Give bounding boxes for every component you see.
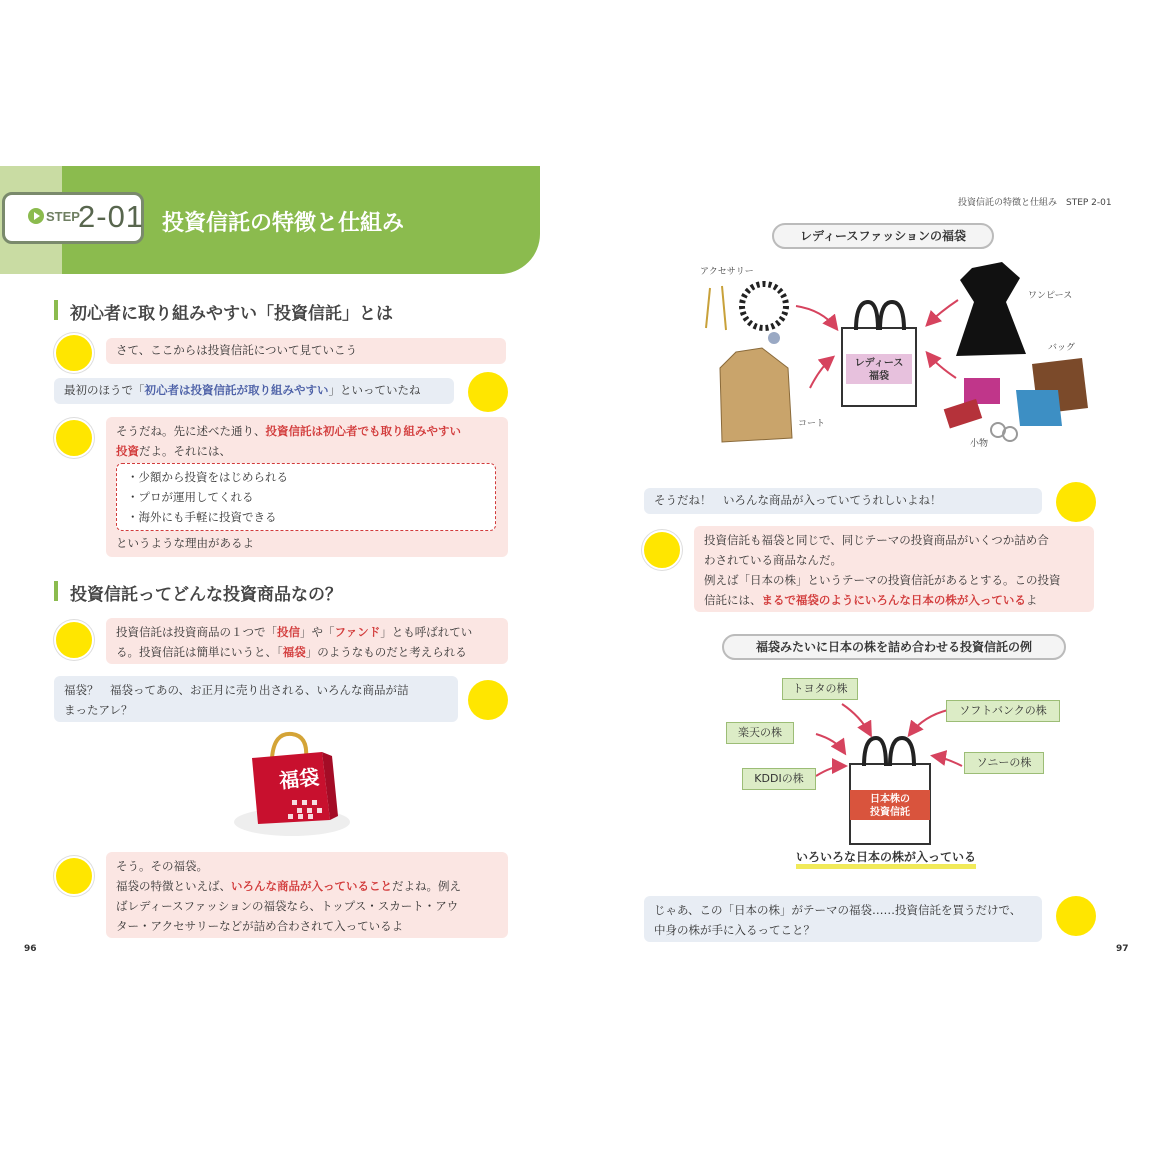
bubble-text: というような理由があるよ: [116, 536, 254, 550]
boy-avatar-icon: [54, 333, 94, 373]
bag-label-line2: 福袋: [869, 371, 889, 382]
list-item: ・プロが運用してくれる: [127, 490, 254, 504]
bubble-text: 」や「: [300, 625, 335, 639]
bubble-text: そうだね！ いろんな商品が入っていてうれしいよね！: [654, 493, 942, 507]
running-head: 投資信託の特徴と仕組み STEP 2-01: [958, 198, 1112, 208]
highlight-text: まるで福袋のようにいろんな日本の株が入っている: [761, 593, 1026, 607]
stock-label: 楽天の株: [726, 722, 794, 744]
lucky-bag-illustration: [230, 728, 354, 840]
bubble-text: だよ。それには、: [139, 444, 231, 458]
bubble-text: 最初のほうで「: [64, 383, 145, 397]
list-item: ・海外にも手軽に投資できる: [127, 510, 277, 524]
bubble-text: 投資信託は投資商品の１つで「: [116, 625, 277, 639]
bubble-text: 福袋の特徴といえば、: [116, 879, 231, 893]
section-heading-1: 初心者に取り組みやすい「投資信託」とは: [70, 304, 393, 324]
item-label: コート: [798, 419, 826, 429]
bubble-text: そう。その福袋。: [116, 859, 208, 873]
boy-avatar-icon: [642, 530, 682, 570]
bubble-text: まったアレ？: [64, 703, 133, 717]
highlight-text: ファンド: [334, 625, 381, 639]
stock-label: トヨタの株: [782, 678, 858, 700]
bubble-text: じゃあ、この「日本の株」がテーマの福袋……投資信託を買うだけで、: [654, 903, 1022, 917]
bubble-text: 」のようなものだと考えられる: [305, 645, 467, 659]
bubble-text: 」といっていたね: [328, 383, 421, 397]
bubble-text: ター・アクセサリーなどが詰め合わされて入っているよ: [116, 919, 404, 933]
boy-avatar-icon: [54, 418, 94, 458]
highlight-text: いろんな商品が入っていること: [231, 879, 392, 893]
stock-label: KDDIの株: [742, 768, 816, 790]
highlight-text: 福袋: [282, 645, 306, 659]
girl-avatar-icon: [1056, 896, 1096, 936]
bubble-text: だよね。例え: [392, 879, 461, 893]
item-label: 小物: [970, 439, 989, 449]
bubble-text: 信託には、: [704, 593, 762, 607]
chapter-title: 投資信託の特徴と仕組み: [162, 211, 405, 236]
section-heading-2: 投資信託ってどんな投資商品なの？: [70, 585, 342, 605]
reason-list: [116, 463, 496, 531]
item-label: ワンピース: [1028, 291, 1073, 301]
bag-label-line1: レディース: [854, 358, 904, 369]
girl-avatar-icon: [468, 372, 508, 412]
figure-title-1: レディースファッションの福袋: [772, 223, 994, 249]
page-number-left: 96: [24, 944, 37, 954]
bubble-text: 投資信託も福袋と同じで、同じテーマの投資商品がいくつか詰め合: [704, 533, 1049, 547]
speech-bubble: [106, 618, 508, 664]
bubble-text: そうだね。先に述べた通り、: [116, 424, 266, 438]
speech-bubble: [694, 526, 1094, 612]
step-label: STEP: [46, 209, 80, 224]
stock-label: ソニーの株: [964, 752, 1044, 774]
bubble-text: 中身の株が手に入るってこと？: [654, 923, 815, 937]
speech-bubble: [54, 378, 454, 404]
stock-label: ソフトバンクの株: [946, 700, 1060, 722]
speech-bubble: [54, 676, 458, 722]
speech-bubble: [106, 417, 508, 557]
highlight-text: 投資: [116, 444, 139, 458]
bubble-text: 例えば「日本の株」というテーマの投資信託があるとする。この投資: [704, 573, 1061, 587]
speech-bubble: [106, 338, 506, 364]
girl-avatar-icon: [1056, 482, 1096, 522]
list-item: ・少額から投資をはじめられる: [127, 470, 288, 484]
speech-bubble: [644, 896, 1042, 942]
highlight-text: 投資信託は初心者でも取り組みやすい: [265, 424, 461, 438]
section-marker: [54, 581, 58, 601]
figure-caption: いろいろな日本の株が入っている: [796, 850, 976, 869]
boy-avatar-icon: [54, 620, 94, 660]
bubble-text: 」とも呼ばれてい: [380, 625, 473, 639]
bubble-text: る。投資信託は簡単にいうと、「: [116, 645, 283, 659]
bubble-text: さて、ここからは投資信託について見ていこう: [116, 343, 358, 357]
play-icon: [28, 208, 44, 224]
page-number-right: 97: [1116, 944, 1129, 954]
highlight-text: 初心者は投資信託が取り組みやすい: [144, 383, 329, 397]
item-label: バッグ: [1048, 343, 1076, 353]
bubble-text: わされている商品なんだ。: [704, 553, 842, 567]
girl-avatar-icon: [468, 680, 508, 720]
bag-label: 福袋: [278, 764, 321, 793]
section-marker: [54, 300, 58, 320]
bubble-text: 福袋？ 福袋ってあの、お正月に売り出される、いろんな商品が詰: [64, 683, 409, 697]
bubble-text: ばレディースファッションの福袋なら、トップス・スカート・アウ: [116, 899, 459, 913]
bag-label-line2: 投資信託: [870, 807, 910, 818]
boy-avatar-icon: [54, 856, 94, 896]
figure-title-2: 福袋みたいに日本の株を詰め合わせる投資信託の例: [722, 634, 1066, 660]
step-number: 2-01: [78, 199, 145, 234]
highlight-text: 投信: [277, 625, 300, 639]
item-label: アクセサリー: [700, 267, 754, 277]
bag-label-line1: 日本株の: [870, 794, 910, 805]
speech-bubble: [644, 488, 1042, 514]
bubble-text: よ: [1025, 593, 1038, 607]
speech-bubble: [106, 852, 508, 938]
